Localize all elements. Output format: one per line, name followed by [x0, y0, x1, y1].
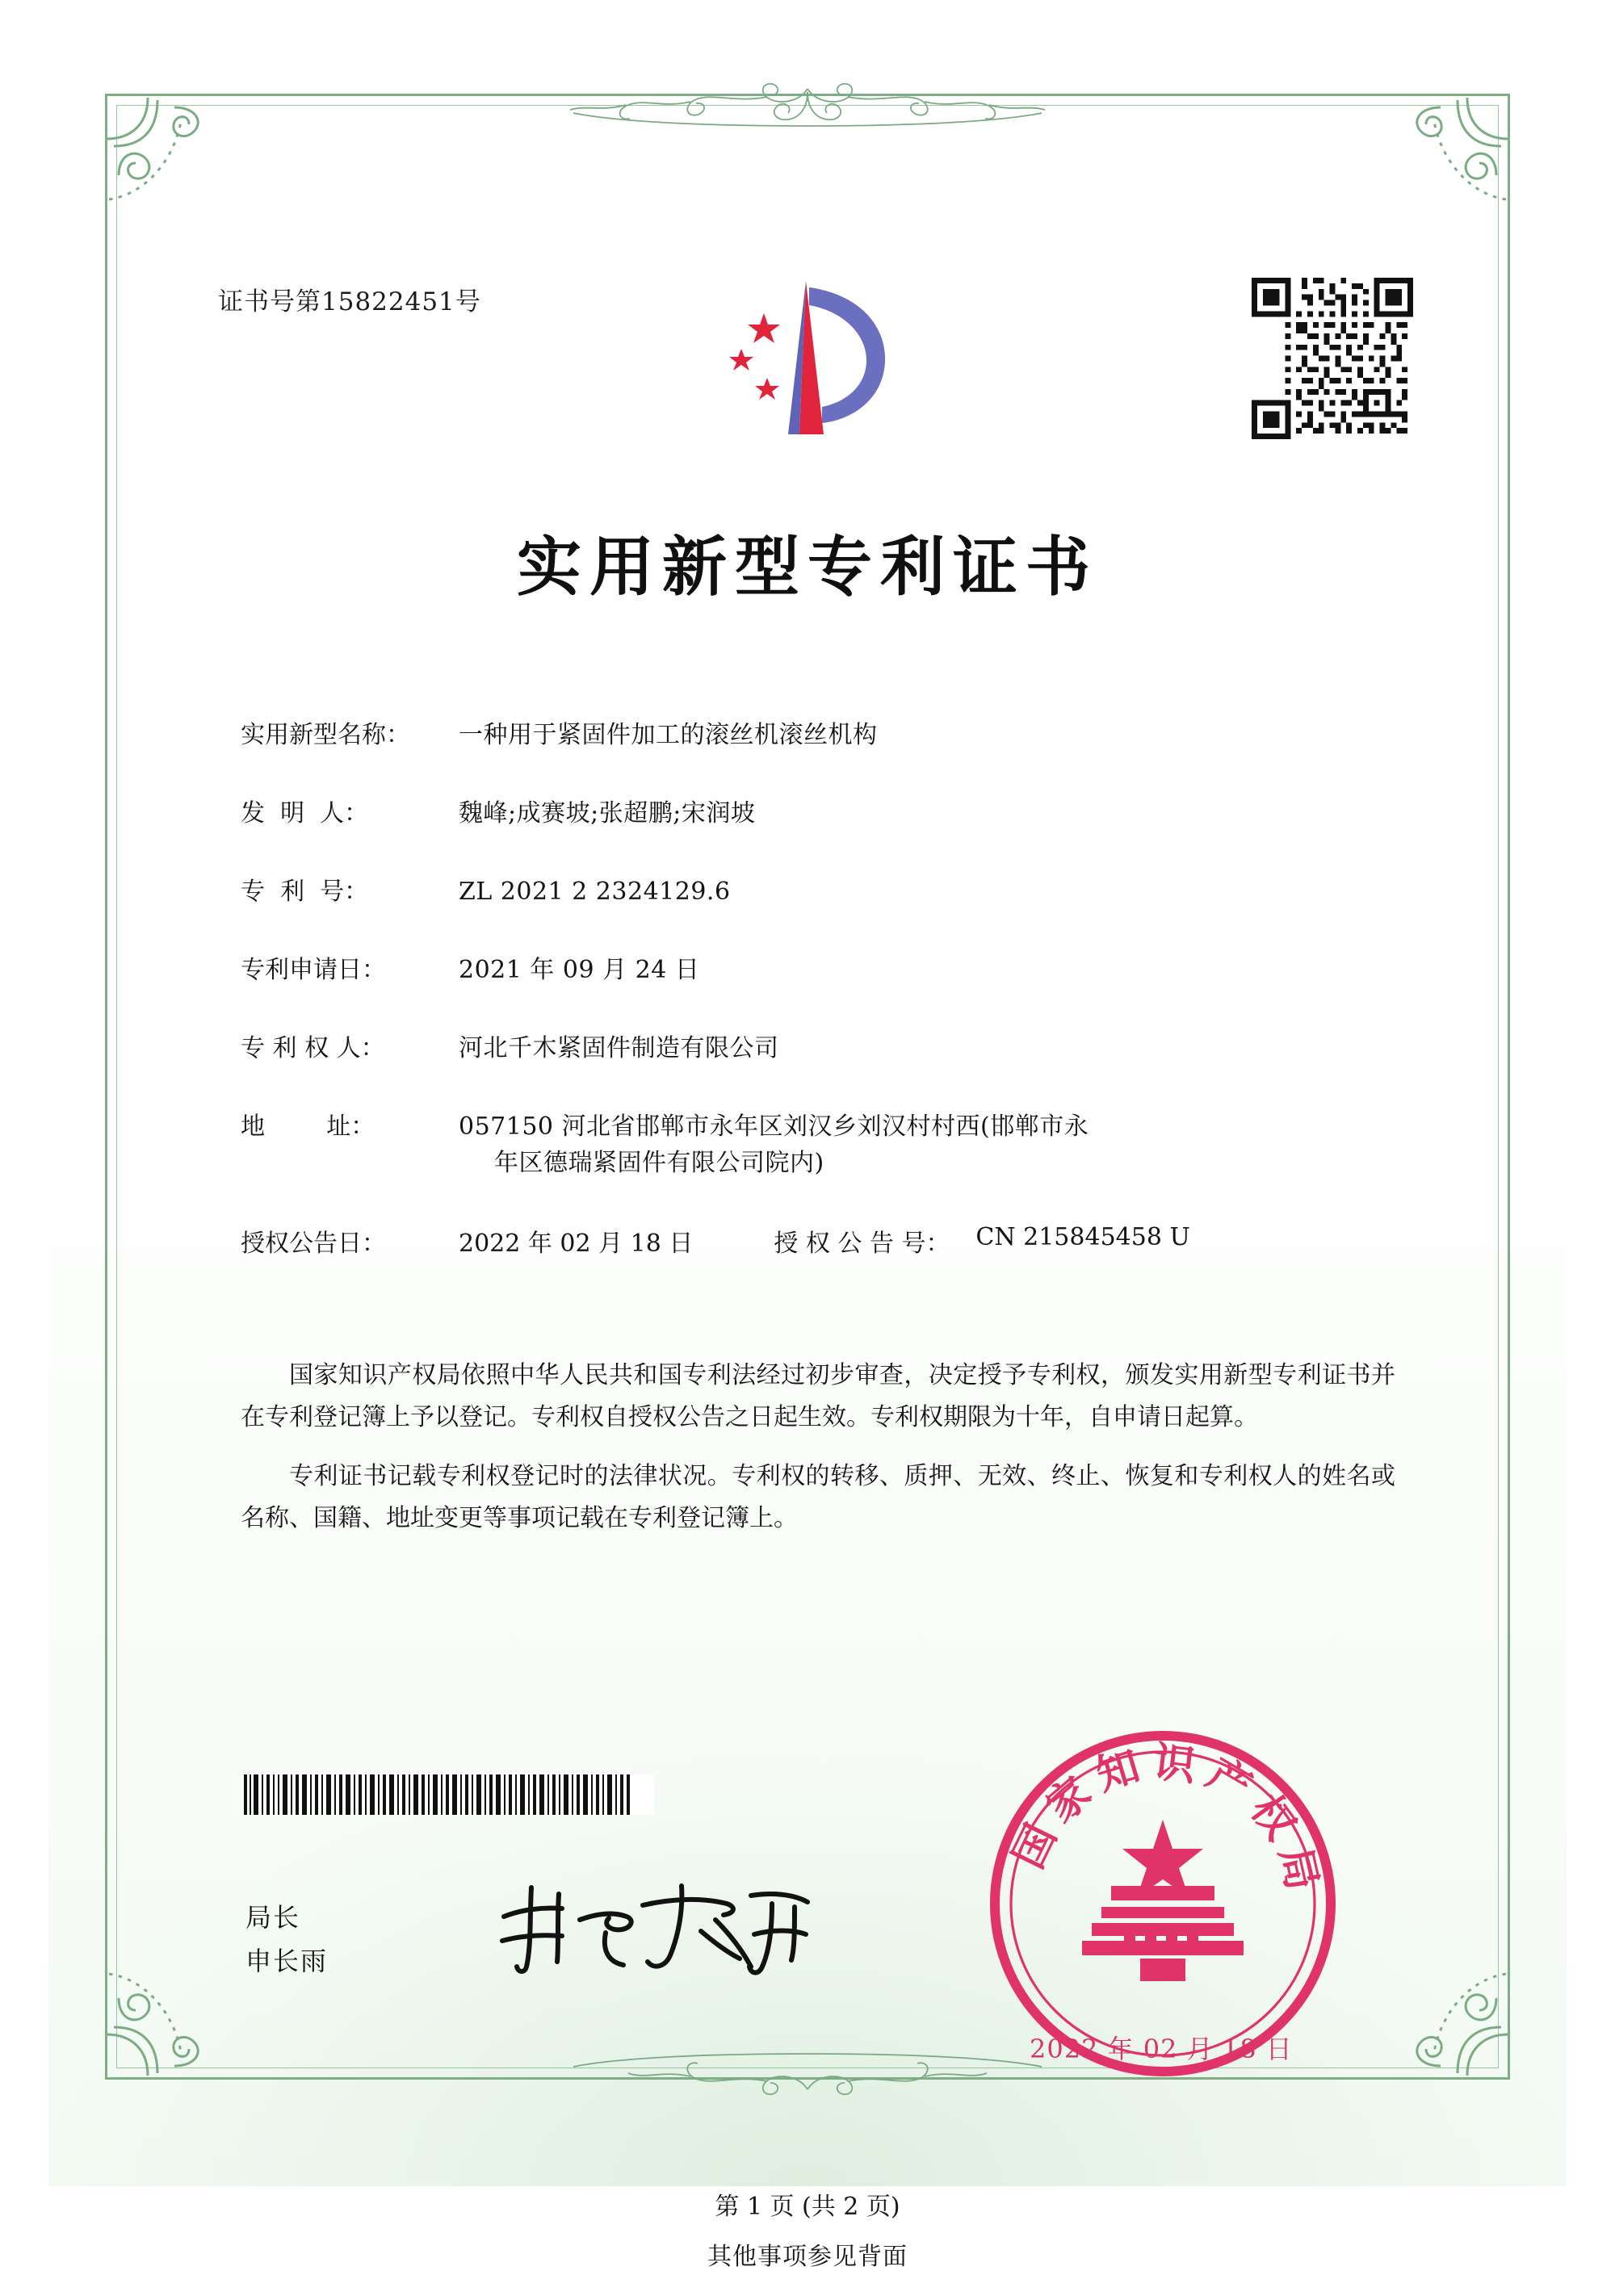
field-label: 发 明 人：: [241, 799, 369, 827]
field-patentee: [241, 1030, 1387, 1066]
paragraph-2: 专利证书记载专利权登记时的法律状况。专利权的转移、质押、无效、终止、恢复和专利权人的姓名或名称、国籍、地址变更等事项记载在专利登记簿上。: [241, 1462, 1395, 1532]
field-value: 一种用于紧固件加工的滚丝机滚丝机构: [459, 721, 878, 749]
address-line-2: 年区德瑞紧固件有限公司院内): [494, 1149, 824, 1177]
field-value: 2022 年 02 月 18 日: [459, 1230, 694, 1258]
legal-text-block: [241, 1355, 1395, 1557]
director-title: 局长: [245, 1902, 301, 1933]
page-title: 实用新型专利证书: [517, 529, 1098, 605]
field-address: [241, 1108, 1387, 1181]
field-utility-model-name: [241, 717, 1387, 753]
svg-text:国家知识产权局: 国家知识产权局: [1003, 1737, 1330, 1904]
page-indicator: 第 1 页 (共 2 页): [715, 2193, 900, 2221]
field-inventors: [241, 795, 1387, 832]
field-label: 地 址：: [241, 1112, 375, 1141]
paragraph-1: 国家知识产权局依照中华人民共和国专利法经过初步审查，决定授予专利权，颁发实用新型专利证书并在专利登记簿上予以登记。专利权自授权公告之日起生效。专利权期限为十年，自申请日起算。: [241, 1361, 1395, 1431]
director-handwritten-signature: [484, 1871, 824, 1984]
field-value: 魏峰;成赛坡;张超鹏;宋润坡: [459, 799, 756, 827]
field-value: 河北千木紧固件制造有限公司: [459, 1034, 779, 1062]
field-grant-row: [241, 1223, 1387, 1259]
field-value: CN 215845458 U: [975, 1223, 1190, 1251]
field-value: 2021 年 09 月 24 日: [459, 956, 700, 984]
seal-date: 2022 年 02 月 18 日: [1030, 2034, 1293, 2064]
field-patent-number: [241, 874, 1387, 910]
field-list: [241, 717, 1387, 1296]
field-label: 实用新型名称：: [241, 721, 410, 749]
address-line-1: 057150 河北省邯郸市永年区刘汉乡刘汉村村西(邯郸市永: [459, 1112, 1089, 1141]
field-label: 专 利 号：: [241, 878, 369, 906]
top-center-ornament-icon: [525, 81, 1090, 137]
field-application-date: [241, 952, 1387, 988]
field-label: 专利申请日：: [241, 956, 386, 984]
qr-code: [1252, 278, 1413, 439]
cnipa-official-seal: [985, 1726, 1340, 2081]
field-label: 授 权 公 告 号：: [774, 1230, 950, 1258]
field-grant-date: [241, 1223, 693, 1259]
field-label: 授权公告日：: [241, 1230, 386, 1258]
field-label: 专 利 权 人：: [241, 1034, 385, 1062]
field-value: ZL 2021 2 2324129.6: [459, 878, 731, 906]
certificate-number: 证书号第15822451号: [218, 287, 481, 316]
barcode: [242, 1774, 654, 1815]
cnipa-logo: [686, 265, 929, 459]
field-grant-number: [774, 1223, 1189, 1259]
back-side-note: 其他事项参见背面: [707, 2243, 908, 2271]
certificate-sheet: [48, 39, 1567, 2221]
director-name: 申长雨: [245, 1946, 329, 1977]
director-signature-block: [245, 1896, 328, 1984]
